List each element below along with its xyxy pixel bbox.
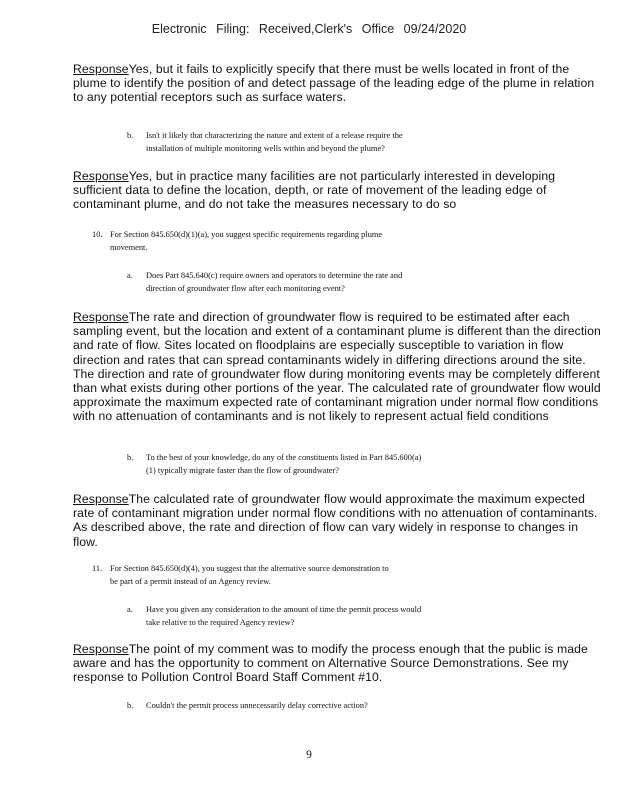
question-number: 11. <box>92 564 103 573</box>
response-paragraph-5 <box>73 642 605 685</box>
response-text: Yes, but in practice many facilities are not particularly interested in developing sufficient data to define the location, depth, or rate of movement of the leading edge of contaminant plume, and do not take the measures necessary to do so <box>73 169 556 212</box>
response-paragraph-1 <box>73 62 605 105</box>
question-10b <box>127 451 427 477</box>
question-10 <box>92 228 392 254</box>
question-number: 10. <box>92 230 103 239</box>
question-text: Does Part 845.640(c) require owners and operators to determine the rate and direction of groundwater flow after each monitoring event? <box>146 271 403 293</box>
response-paragraph-3 <box>73 310 605 424</box>
question-text: For Section 845.650(d)(4), you suggest that the alternative source demonstration to be part of a permit instead of an Agency review. <box>110 564 389 586</box>
question-11b <box>127 699 447 712</box>
question-text: To the best of your knowledge, do any of the constituents listed in Part 845.600(a)(1) typically migrate faster than the flow of groundwater? <box>146 453 422 475</box>
response-text: The calculated rate of groundwater flow would approximate the maximum expected rate of contaminant migration under normal flow conditions with no attenuation of contaminants. As described above, the rate and direction of flow can vary widely in response to changes in flow. <box>73 492 598 549</box>
response-paragraph-4 <box>73 492 605 549</box>
response-label: Response <box>73 492 129 506</box>
question-number: b. <box>127 453 134 462</box>
question-text: Have you given any consideration to the amount of time the permit process would take relative to the required Agency review? <box>146 605 422 627</box>
question-number: a. <box>127 271 133 280</box>
response-paragraph-2 <box>73 169 605 212</box>
question-11a <box>127 603 427 629</box>
question-9b <box>127 129 427 155</box>
question-11 <box>92 562 392 588</box>
question-text: Isn't it likely that characterizing the nature and extent of a release require the installation of multiple monitoring wells within and beyond the plume? <box>146 131 403 153</box>
question-10a <box>127 269 427 295</box>
response-label: Response <box>73 62 129 76</box>
response-text: The point of my comment was to modify the process enough that the public is made aware and has the opportunity to comment on Alternative Source Demonstrations. See my response to Pollution Control Board Staff Comment #10. <box>73 642 588 685</box>
question-number: b. <box>127 701 134 710</box>
response-text: Yes, but it fails to explicitly specify that there must be wells located in front of the plume to identify the position of and detect passage of the leading edge of the plume in relation to any potential receptors such as surface waters. <box>73 62 595 105</box>
question-number: a. <box>127 605 133 614</box>
filing-header: Electronic Filing: Received,Clerk's Office 09/24/2020 <box>151 22 467 36</box>
question-text: For Section 845.650(d)(1)(a), you suggest specific requirements regarding plume movement. <box>110 230 383 252</box>
question-number: b. <box>127 131 134 140</box>
response-label: Response <box>73 169 129 183</box>
response-label: Response <box>73 310 129 324</box>
response-text: The rate and direction of groundwater flow is required to be estimated after each sampling event, but the location and extent of a contaminant plume is different than the direction and rate of flow. Sites located on floodplains are especially susceptible to variation in flow direction and rates that can spread contaminants widely in differing directions around the site. The direction and rate of groundwater flow during monitoring events may be completely different than what exists during other portions of the year. The calculated rate of groundwater flow would approximate the maximum expected rate of contaminant migration under normal flow conditions with no attenuation of contaminants and is not likely to represent actual field conditions <box>73 310 601 424</box>
response-label: Response <box>73 642 129 656</box>
page-number: 9 <box>306 749 312 761</box>
question-text: Couldn't the permit process unnecessarily delay corrective action? <box>146 701 368 710</box>
